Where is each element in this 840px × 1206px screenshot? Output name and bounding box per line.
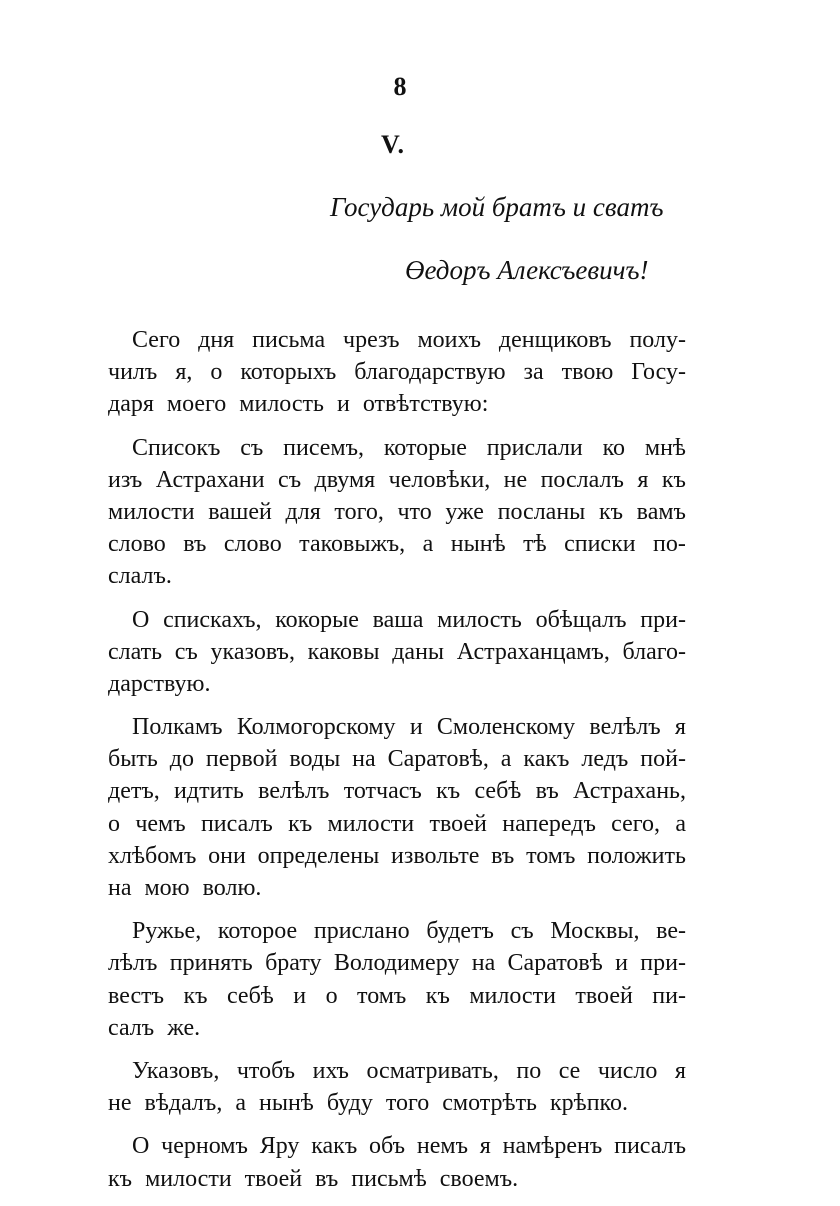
text-line: Полкамъ Колмогорскому и Смоленскому велѣлъ я	[132, 714, 686, 741]
text-line: даря моего милость и отвѣтствую:	[108, 391, 489, 418]
text-line: слалъ.	[108, 563, 172, 590]
paragraph	[108, 711, 686, 904]
paragraph	[108, 1130, 686, 1194]
text-line: вестъ къ себѣ и о томъ къ милости твоей пи-	[108, 982, 686, 1009]
text-line: Указовъ, чтобъ ихъ осматривать, по се число я	[132, 1057, 686, 1084]
letter-body	[108, 324, 686, 1206]
text-line: изъ Астрахани съ двумя человѣки, не послалъ я къ	[108, 466, 686, 493]
text-line: слать съ указовъ, каковы даны Астраханцамъ, благо-	[108, 638, 686, 665]
paragraph	[108, 604, 686, 701]
text-line: о чемъ писалъ къ милости твоей напередъ сего, а	[108, 810, 686, 837]
text-line: Сего дня письма чрезъ моихъ денщиковъ полу-	[132, 327, 686, 353]
section-numeral: V.	[381, 130, 405, 159]
text-line: детъ, идтить велѣлъ тотчасъ къ себѣ въ Астрахань,	[108, 778, 686, 805]
text-line: къ милости твоей въ письмѣ своемъ.	[108, 1165, 519, 1192]
salutation-line-2: Өедоръ Алексъевичъ!	[405, 255, 649, 285]
text-line: хлѣбомъ они определены извольте въ томъ положить	[108, 842, 686, 869]
text-line: салъ же.	[108, 1014, 201, 1041]
text-line: О черномъ Яру какъ объ немъ я намѣренъ писалъ	[132, 1133, 686, 1160]
text-line: Ружье, которое прислано будетъ съ Москвы, ве-	[132, 918, 686, 945]
paragraph	[108, 432, 686, 593]
text-line: дарствую.	[108, 670, 211, 697]
text-line: чилъ я, о которыхъ благодарствую за твою Госу-	[108, 359, 686, 386]
text-line: на мою волю.	[108, 875, 262, 901]
page-number: 8	[393, 72, 407, 101]
paragraph	[108, 1055, 686, 1119]
text-line: милости вашей для того, что уже посланы къ вамъ	[108, 498, 686, 525]
text-line: слово въ слово таковыжъ, а нынѣ тѣ списки по-	[108, 531, 686, 558]
text-line: Списокъ съ писемъ, которые прислали ко мнѣ	[132, 434, 686, 461]
text-line: лѣлъ принять брату Володимеру на Саратовѣ и при-	[108, 950, 686, 977]
paragraph	[108, 915, 686, 1044]
paragraph	[108, 324, 686, 421]
text-line: О спискахъ, кокорые ваша милость обѣщалъ при-	[132, 606, 686, 633]
salutation-line-1: Государь мой братъ и сватъ	[330, 192, 664, 222]
text-line: быть до первой воды на Саратовѣ, а какъ ледъ пой-	[108, 746, 686, 773]
text-line: не вѣдалъ, а нынѣ буду того смотрѣть крѣпко.	[108, 1090, 628, 1117]
